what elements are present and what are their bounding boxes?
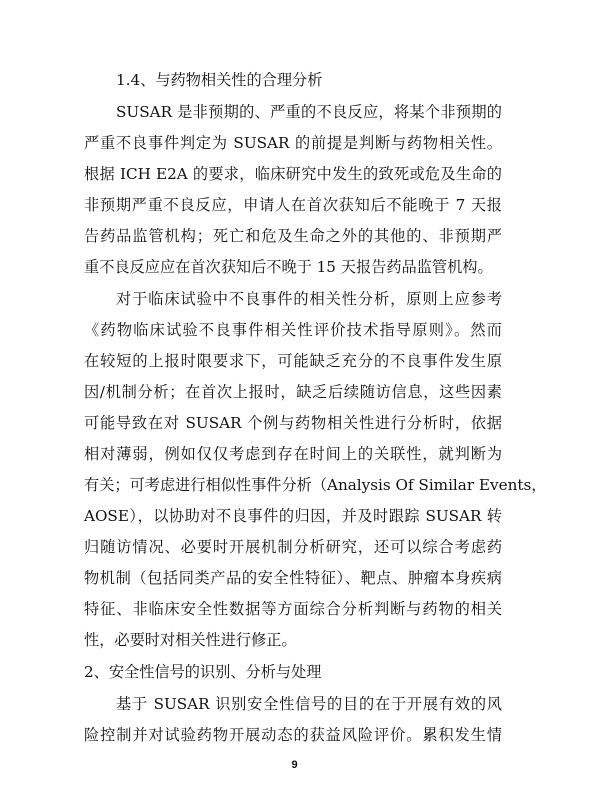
paragraph-line: 性，必要时对相关性进行修正。 — [84, 631, 297, 649]
paragraph-line: 物机制（包括同类产品的安全性特征）、靶点、肿瘤本身疾病 — [84, 569, 502, 587]
paragraph-line: 可能导致在对 SUSAR 个例与药物相关性进行分析时，依据 — [84, 414, 502, 432]
paragraph-line: 在较短的上报时限要求下，可能缺乏充分的不良事件发生原 — [84, 352, 502, 370]
paragraph-line: 有关；可考虑进行相似性事件分析（Analysis Of Similar Events， — [84, 476, 547, 494]
paragraph-line: 根据 ICH E2A 的要求，临床研究中发生的致死或危及生命的 — [84, 165, 502, 183]
paragraph-line: SUSAR 是非预期的、严重的不良反应，将某个非预期的 — [116, 103, 502, 121]
page-number: 9 — [291, 759, 298, 771]
paragraph-line: 基于 SUSAR 识别安全性信号的目的在于开展有效的风 — [116, 695, 502, 713]
section-heading-1-4: 1.4、与药物相关性的合理分析 — [116, 71, 323, 89]
paragraph-line: 归随访情况、必要时开展机制分析研究，还可以综合考虑药 — [84, 538, 502, 556]
paragraph-line: 严重不良事件判定为 SUSAR 的前提是判断与药物相关性。 — [84, 134, 502, 152]
paragraph-line: 相对薄弱，例如仅仅考虑到存在时间上的关联性，就判断为 — [84, 445, 502, 463]
paragraph-line: 告药品监管机构；死亡和危及生命之外的其他的、非预期严 — [84, 227, 502, 245]
paragraph-line: 《药物临床试验不良事件相关性评价技术指导原则》。然而 — [84, 321, 502, 339]
paragraph-line: 特征、非临床安全性数据等方面综合分析判断与药物的相关 — [84, 600, 502, 618]
paragraph-line: 非预期严重不良反应，申请人在首次获知后不能晚于 7 天报 — [84, 196, 502, 214]
paragraph-line: 险控制并对试验药物开展动态的获益风险评价。累积发生情 — [84, 726, 502, 744]
paragraph-line: 对于临床试验中不良事件的相关性分析，原则上应参考 — [116, 290, 502, 308]
section-heading-2: 2、安全性信号的识别、分析与处理 — [84, 663, 322, 681]
paragraph-line: 重不良反应应在首次获知后不晚于 15 天报告药品监管机构。 — [84, 258, 493, 276]
paragraph-line: AOSE），以协助对不良事件的归因，并及时跟踪 SUSAR 转 — [84, 507, 502, 525]
paragraph-line: 因/机制分析；在首次上报时，缺乏后续随访信息，这些因素 — [84, 383, 502, 401]
